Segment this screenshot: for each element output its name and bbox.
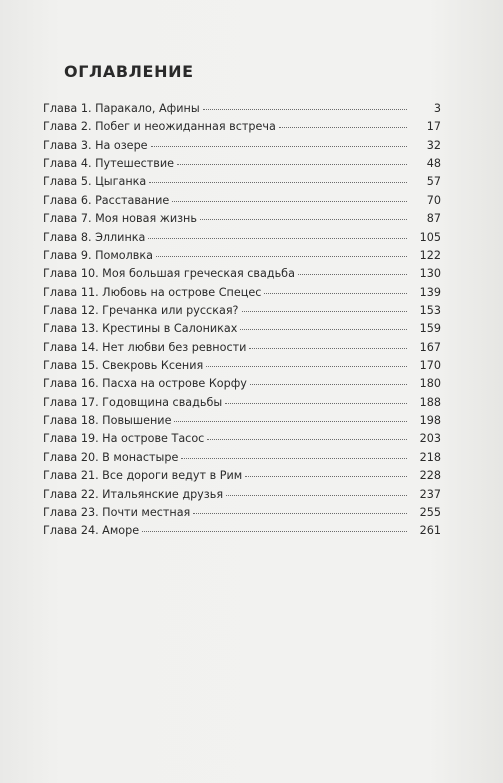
toc-chapter-title: Глава 9. Помолвка [43, 248, 153, 262]
toc-chapter-title: Глава 11. Любовь на острове Спецес [43, 285, 262, 299]
toc-entry [43, 320, 441, 338]
toc-dot-leader [279, 126, 407, 128]
toc-dot-leader [207, 438, 407, 440]
toc-entry [43, 486, 441, 504]
toc-entry [43, 339, 441, 357]
toc-chapter-title: Глава 12. Гречанка или русская? [43, 303, 239, 317]
toc-chapter-title: Глава 15. Свекровь Ксения [43, 359, 204, 373]
toc-dot-leader [148, 237, 407, 239]
toc-dot-leader [151, 145, 407, 147]
toc-page-number: 237 [419, 487, 441, 501]
toc-entry [43, 504, 441, 522]
toc-chapter-title: Глава 22. Итальянские друзья [43, 487, 224, 501]
toc-chapter-title: Глава 4. Путешествие [43, 157, 175, 171]
toc-chapter-title: Глава 16. Пасха на острове Корфу [43, 377, 247, 391]
toc-page-number: 228 [419, 469, 441, 483]
toc-chapter-title: Глава 23. Почти местная [43, 505, 191, 519]
toc-chapter-title: Глава 24. Аморе [43, 524, 140, 538]
toc-chapter-title: Глава 21. Все дороги ведут в Рим [43, 469, 243, 483]
toc-chapter-title: Глава 19. На острове Тасос [43, 432, 205, 446]
toc-page-number: 180 [419, 377, 441, 391]
toc-entry [43, 118, 441, 136]
toc-dot-leader [203, 108, 407, 110]
toc-page-number: 122 [419, 248, 441, 262]
toc-page-number: 198 [419, 414, 441, 428]
toc-entry [43, 100, 441, 118]
toc-chapter-title: Глава 2. Побег и неожиданная встреча [43, 120, 276, 134]
toc-page-number: 218 [419, 450, 441, 464]
toc-dot-leader [298, 273, 407, 275]
toc-dot-leader [172, 200, 407, 202]
toc-dot-leader [142, 530, 407, 532]
toc-page-number: 203 [419, 432, 441, 446]
toc-chapter-title: Глава 5. Цыганка [43, 175, 147, 189]
toc-dot-leader [225, 402, 407, 404]
toc-dot-leader [174, 420, 407, 422]
toc-page-number: 255 [419, 505, 441, 519]
toc-entry [43, 265, 441, 283]
toc-page-number: 159 [419, 322, 441, 336]
toc-entry [43, 375, 441, 393]
toc-page-number: 188 [419, 395, 441, 409]
toc-entry [43, 192, 441, 210]
toc-dot-leader [250, 383, 407, 385]
toc-chapter-title: Глава 10. Моя большая греческая свадьба [43, 267, 295, 281]
toc-entry [43, 173, 441, 191]
toc-entry [43, 357, 441, 375]
toc-chapter-title: Глава 3. На озере [43, 138, 148, 152]
toc-chapter-title: Глава 17. Годовщина свадьбы [43, 395, 223, 409]
toc-list [43, 100, 441, 541]
toc-chapter-title: Глава 18. Повышение [43, 414, 172, 428]
toc-dot-leader [181, 457, 407, 459]
toc-chapter-title: Глава 6. Расставание [43, 193, 170, 207]
toc-dot-leader [245, 475, 407, 477]
toc-entry [43, 155, 441, 173]
toc-dot-leader [193, 512, 407, 514]
toc-chapter-title: Глава 13. Крестины в Салониках [43, 322, 238, 336]
toc-page-number: 153 [419, 303, 441, 317]
toc-page-number: 32 [426, 138, 441, 152]
toc-dot-leader [264, 292, 407, 294]
toc-page-number: 48 [426, 157, 441, 171]
toc-entry [43, 522, 441, 540]
toc-chapter-title: Глава 1. Паракало, Афины [43, 102, 200, 115]
toc-dot-leader [249, 347, 407, 349]
toc-page-number: 57 [426, 175, 441, 189]
toc-page-number: 261 [419, 524, 441, 538]
toc-page-number: 170 [419, 359, 441, 373]
toc-chapter-title: Глава 20. В монастыре [43, 450, 179, 464]
toc-page-number: 70 [426, 193, 441, 207]
toc-page-number: 105 [419, 230, 441, 244]
toc-entry [43, 430, 441, 448]
toc-entry [43, 247, 441, 265]
toc-entry [43, 449, 441, 467]
toc-dot-leader [177, 163, 407, 165]
toc-chapter-title: Глава 7. Моя новая жизнь [43, 212, 197, 226]
toc-dot-leader [200, 218, 407, 220]
toc-page-number: 130 [419, 267, 441, 281]
toc-entry [43, 284, 441, 302]
toc-title: ОГЛАВЛЕНИЕ [64, 62, 194, 81]
toc-dot-leader [206, 365, 407, 367]
toc-dot-leader [226, 494, 407, 496]
toc-entry [43, 229, 441, 247]
toc-entry [43, 137, 441, 155]
toc-dot-leader [242, 310, 408, 312]
toc-entry [43, 412, 441, 430]
toc-page-number: 17 [426, 120, 441, 134]
toc-dot-leader [149, 181, 407, 183]
toc-page-number: 3 [433, 102, 441, 115]
toc-chapter-title: Глава 14. Нет любви без ревности [43, 340, 247, 354]
toc-dot-leader [240, 328, 407, 330]
toc-entry [43, 210, 441, 228]
toc-dot-leader [156, 255, 407, 257]
toc-entry [43, 302, 441, 320]
toc-entry [43, 467, 441, 485]
toc-page-number: 87 [426, 212, 441, 226]
toc-entry [43, 394, 441, 412]
toc-page-number: 139 [419, 285, 441, 299]
toc-chapter-title: Глава 8. Эллинка [43, 230, 146, 244]
toc-page-number: 167 [419, 340, 441, 354]
